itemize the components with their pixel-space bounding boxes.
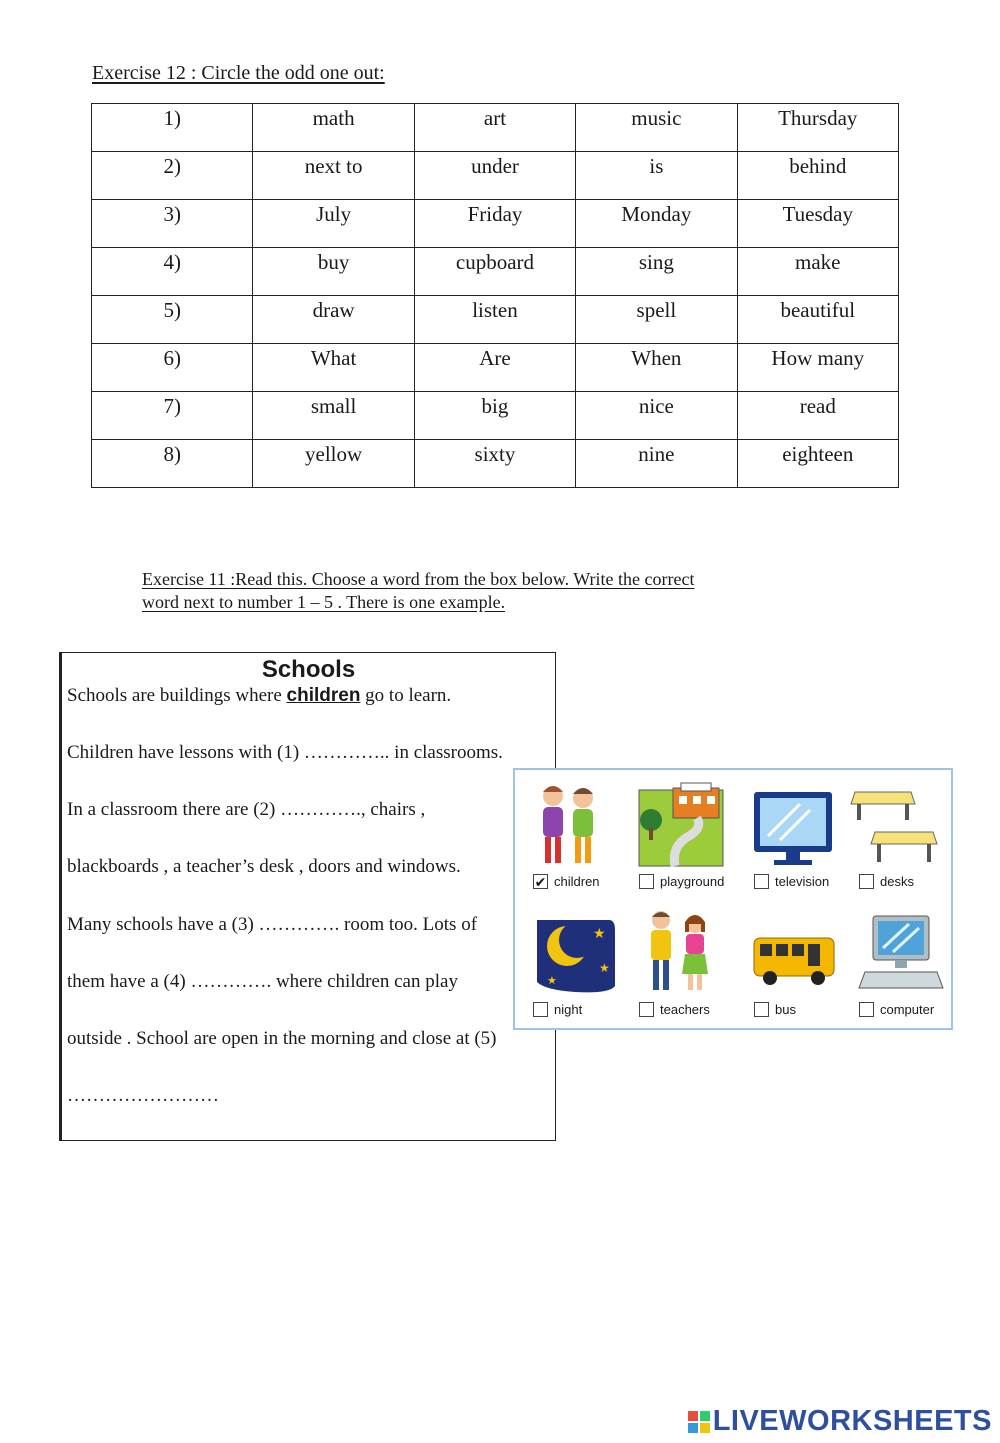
word-cell[interactable]: draw [253,296,414,344]
reading-line-3: In a classroom there are (2) …………., chairs , [67,799,426,820]
word-cell[interactable]: July [253,200,414,248]
row-number: 5) [92,296,253,344]
word-cell[interactable]: cupboard [414,248,575,296]
odd-one-out-table [91,103,899,488]
table-row [92,152,899,200]
word-cell[interactable]: art [414,104,575,152]
television-icon [740,780,848,870]
night-checkbox[interactable] [533,1002,548,1017]
table-row [92,440,899,488]
desks-label: desks [880,874,914,889]
word-cell[interactable]: Are [414,344,575,392]
reading-line-4: blackboards , a teacher’s desk , doors and windows. [67,856,461,877]
word-cell[interactable]: buy [253,248,414,296]
computer-icon [845,908,953,998]
computer-checkbox[interactable] [859,1002,874,1017]
word-tile-children [519,780,627,889]
bus-label: bus [775,1002,796,1017]
desks-icon [845,780,953,870]
word-tile-teachers [625,908,733,1017]
word-cell[interactable]: small [253,392,414,440]
playground-checkbox[interactable] [639,874,654,889]
word-cell[interactable]: read [737,392,898,440]
table-row [92,248,899,296]
teachers-label: teachers [660,1002,710,1017]
table-row [92,296,899,344]
night-icon [519,908,627,998]
word-tile-playground [625,780,733,889]
word-cell[interactable]: Monday [576,200,737,248]
teachers-icon [625,908,733,998]
word-cell[interactable]: beautiful [737,296,898,344]
example-answer-word: children [286,685,361,706]
row-number: 8) [92,440,253,488]
liveworksheets-logo [688,1405,992,1438]
table-row [92,392,899,440]
children-checkbox[interactable]: ✔ [534,873,547,890]
exercise-11-line-2: word next to number 1 – 5 . There is one example. [142,592,506,612]
computer-label: computer [880,1002,935,1017]
row-number: 3) [92,200,253,248]
word-cell[interactable]: big [414,392,575,440]
reading-line-7: outside . School are open in the morning and close at (5) [67,1028,497,1049]
word-cell[interactable]: sing [576,248,737,296]
exercise-11-line-1: Exercise 11 :Read this. Choose a word from the box below. Write the correct [142,569,695,589]
word-cell[interactable]: behind [737,152,898,200]
row-number: 7) [92,392,253,440]
word-tile-computer [845,908,953,1017]
word-tile-night [519,908,627,1017]
word-cell[interactable]: What [253,344,414,392]
playground-label: playground [660,874,725,889]
television-label: television [775,874,830,889]
liveworksheets-brand-text: LIVEWORKSHEETS [712,1405,992,1437]
word-cell[interactable]: music [576,104,737,152]
reading-line-8: …………………… [67,1085,219,1106]
table-row [92,104,899,152]
word-tile-television [740,780,848,889]
word-cell[interactable]: Thursday [737,104,898,152]
table-row [92,344,899,392]
word-cell[interactable]: make [737,248,898,296]
bus-icon [740,908,848,998]
word-cell[interactable]: is [576,152,737,200]
word-cell[interactable]: Friday [414,200,575,248]
bus-checkbox[interactable] [754,1002,769,1017]
word-cell[interactable]: Tuesday [737,200,898,248]
word-cell[interactable]: listen [414,296,575,344]
row-number: 4) [92,248,253,296]
table-row [92,200,899,248]
children-icon [519,780,627,870]
word-cell[interactable]: math [253,104,414,152]
exercise-11-instructions [142,568,802,614]
reading-line-1: Schools are buildings where children go to learn. [67,685,452,706]
word-cell[interactable]: When [576,344,737,392]
reading-line-2: Children have lessons with (1) ………….. in classrooms. [67,742,503,763]
exercise-12-title: Exercise 12 : Circle the odd one out: [92,62,385,84]
row-number: 2) [92,152,253,200]
word-picture-box [513,768,953,1030]
night-label: night [554,1002,583,1017]
playground-icon [625,780,733,870]
teachers-checkbox[interactable] [639,1002,654,1017]
svg-text:★: ★ [547,974,557,987]
word-cell[interactable]: next to [253,152,414,200]
word-cell[interactable]: How many [737,344,898,392]
word-cell[interactable]: under [414,152,575,200]
word-cell[interactable]: eighteen [737,440,898,488]
word-tile-desks [845,780,953,889]
reading-title: Schools [261,656,356,683]
desks-checkbox[interactable] [859,874,874,889]
svg-text:★: ★ [593,926,606,942]
word-cell[interactable]: nine [576,440,737,488]
word-cell[interactable]: nice [576,392,737,440]
television-checkbox[interactable] [754,874,769,889]
word-cell[interactable]: spell [576,296,737,344]
word-tile-bus [740,908,848,1017]
row-number: 1) [92,104,253,152]
children-label: children [554,874,600,889]
reading-line-5: Many schools have a (3) …………. room too. Lots of [67,914,478,935]
svg-text:★: ★ [599,961,610,975]
row-number: 6) [92,344,253,392]
word-cell[interactable]: sixty [414,440,575,488]
reading-line-6: them have a (4) …………. where children can play [67,971,458,992]
liveworksheets-logo-icon [688,1411,710,1433]
reading-passage-box [59,652,556,1141]
word-cell[interactable]: yellow [253,440,414,488]
